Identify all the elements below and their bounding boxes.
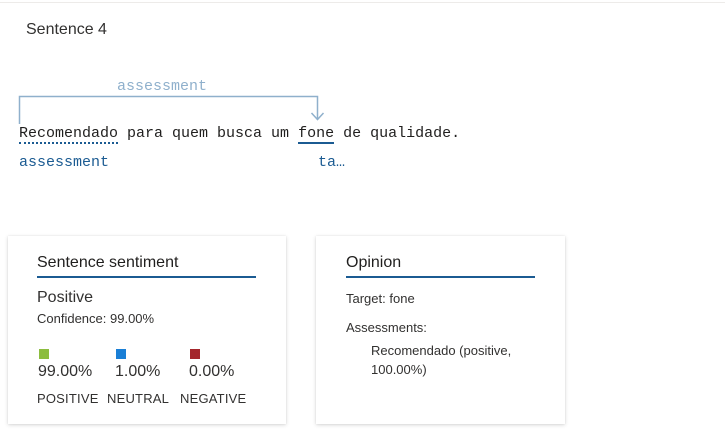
sentence-end-text: de qualidade. [334, 125, 461, 142]
neutral-percent: 1.00% [115, 363, 161, 380]
target-tag: ta… [318, 154, 346, 171]
opinion-target-label: Target: [346, 291, 386, 306]
positive-swatch-icon [39, 349, 49, 359]
positive-label: POSITIVE [37, 391, 99, 406]
assessment-tag: assessment [19, 154, 110, 171]
negative-swatch-icon [190, 349, 200, 359]
sentence-middle-text: para quem busca um [118, 125, 299, 142]
neutral-label: NEUTRAL [107, 391, 170, 406]
sentence-sentiment-card [8, 236, 286, 424]
confidence-text: Confidence: 99.00% [37, 311, 155, 326]
opinion-target [346, 291, 415, 306]
negative-percent: 0.00% [189, 363, 235, 380]
neutral-swatch-icon [116, 349, 126, 359]
sentence-text [19, 125, 460, 142]
opinion-target-value: fone [389, 291, 415, 306]
sentence-title: Sentence 4 [26, 21, 107, 38]
sentence-sentiment-heading: Sentence sentiment [37, 254, 256, 278]
sentiment-label: Positive [37, 289, 94, 306]
opinion-assessment-value: Recomendado (positive, 100.00%) [371, 343, 512, 377]
positive-percent: 99.00% [38, 363, 93, 380]
opinion-assessments-label: Assessments: [346, 320, 427, 335]
target-token[interactable]: fone [298, 125, 335, 142]
assessment-token[interactable]: Recomendado [19, 125, 119, 142]
opinion-heading: Opinion [346, 254, 535, 278]
opinion-card [316, 236, 565, 424]
negative-label: NEGATIVE [180, 391, 247, 406]
relation-arc-label: assessment [117, 78, 208, 95]
relation-arc-line [20, 97, 318, 125]
